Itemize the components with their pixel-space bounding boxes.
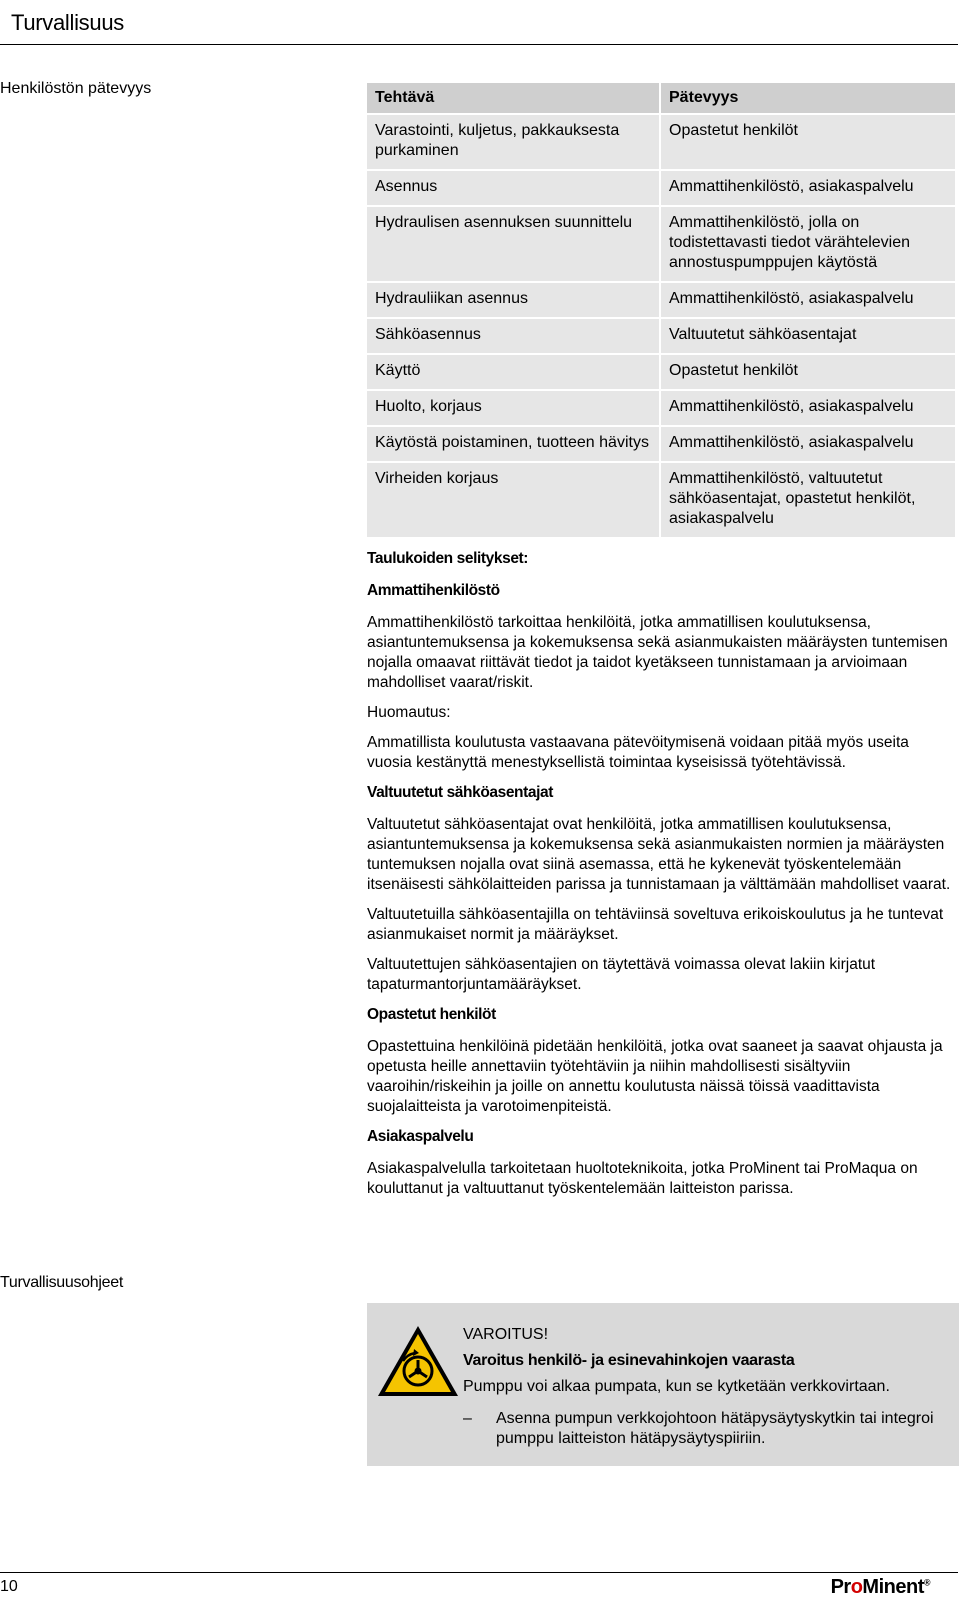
footer-divider <box>0 1572 958 1573</box>
legend-title: Taulukoiden selitykset: <box>367 550 529 567</box>
page-title: Turvallisuus <box>11 10 124 35</box>
column-header-task: Tehtävä <box>367 83 659 113</box>
heading-professional-staff: Ammattihenkilöstö <box>367 582 500 599</box>
table-row <box>367 283 955 317</box>
table-cell-task: Huolto, korjaus <box>367 391 659 425</box>
heading-customer-service: Asiakaspalvelu <box>367 1128 474 1145</box>
warning-title: VAROITUS! <box>463 1326 549 1343</box>
table-row <box>367 207 955 281</box>
paragraph-electricians-1: Valtuutetut sähköasentajat ovat henkilöitä, jotka ammatillisen koulutuksensa, asiantuntemuksensa ja kokemuksensa sekä asianmukaisten normien ja määräysten tuntemuksen nojalla ovat siinä asemassa, että he kykenevät työskentelemään itsenäisesti sähkölaitteiden parissa ja tunnistamaan ja välttämään mahdolliset vaarat. <box>367 816 951 893</box>
column-header-competence: Pätevyys <box>661 83 955 113</box>
table-cell-competence: Ammattihenkilöstö, asiakaspalvelu <box>661 283 955 317</box>
automatic-start-warning-icon <box>375 1323 461 1399</box>
legend-section <box>367 549 957 1209</box>
note-label: Huomautus: <box>367 704 451 721</box>
table-row <box>367 171 955 205</box>
table-cell-competence: Valtuutetut sähköasentajat <box>661 319 955 353</box>
page-header <box>0 0 958 45</box>
warning-action-item <box>463 1409 953 1449</box>
paragraph-instructed-persons: Opastettuina henkilöinä pidetään henkilöitä, jotka ovat saaneet ja saavat ohjausta ja opetusta heille annettaviin työtehtäviin ja niihin mahdollisesti sisältyviin vaaroihin/riskeihin ja joille on annettu koulutusta näissä töissä vaadittavista suojalaitteista ja varotoimenpiteistä. <box>367 1038 943 1115</box>
table-cell-task: Käyttö <box>367 355 659 389</box>
table-cell-competence: Ammattihenkilöstö, valtuutetut sähköasentajat, opastetut henkilöt, asiakaspalvelu <box>661 463 955 537</box>
table-cell-task: Virheiden korjaus <box>367 463 659 537</box>
page-number: 10 <box>0 1578 18 1595</box>
table-cell-competence: Ammattihenkilöstö, asiakaspalvelu <box>661 391 955 425</box>
table-row <box>367 115 955 169</box>
dash-bullet: – <box>463 1410 472 1427</box>
table-cell-task: Käytöstä poistaminen, tuotteen hävitys <box>367 427 659 461</box>
table-cell-task: Sähköasennus <box>367 319 659 353</box>
heading-authorised-electricians: Valtuutetut sähköasentajat <box>367 784 553 801</box>
table-cell-competence: Opastetut henkilöt <box>661 115 955 169</box>
table-cell-task: Hydraulisen asennuksen suunnittelu <box>367 207 659 281</box>
competence-table <box>365 81 957 539</box>
warning-box <box>367 1303 959 1466</box>
paragraph-customer-service: Asiakaspalvelulla tarkoitetaan huoltoteknikoita, jotka ProMinent tai ProMaqua on kouluttanut ja valtuuttanut työskentelemään laitteiston parissa. <box>367 1160 918 1197</box>
warning-action-text: Asenna pumpun verkkojohtoon hätäpysäytyskytkin tai integroi pumppu laitteiston hätäpysäytyspiiriin. <box>496 1410 934 1447</box>
warning-body: Pumppu voi alkaa pumpata, kun se kytketään verkkovirtaan. <box>463 1378 890 1395</box>
table-cell-competence: Ammattihenkilöstö, asiakaspalvelu <box>661 171 955 205</box>
table-row <box>367 355 955 389</box>
table-header-row <box>367 83 955 113</box>
paragraph-electricians-3: Valtuutettujen sähköasentajien on täytettävä voimassa olevat lakiin kirjatut tapaturmantorjuntamääräykset. <box>367 956 876 993</box>
safety-section-label: Turvallisuusohjeet <box>0 1274 123 1291</box>
competence-section-label: Henkilöstön pätevyys <box>0 80 152 97</box>
table-row <box>367 391 955 425</box>
table-cell-task: Asennus <box>367 171 659 205</box>
paragraph-professional-staff: Ammattihenkilöstö tarkoittaa henkilöitä, jotka ammatillisen koulutuksensa, asiantuntemuksensa ja kokemuksensa sekä asianmukaisten määräysten tuntemisen nojalla omaavat riittävät tiedot ja taidot kyetäkseen tunnistamaan ja arvioimaan mahdolliset vaarat/riskit. <box>367 614 948 691</box>
table-cell-task: Hydrauliikan asennus <box>367 283 659 317</box>
heading-instructed-persons: Opastetut henkilöt <box>367 1006 496 1023</box>
warning-content <box>463 1325 953 1449</box>
prominent-logo: ProMinent® <box>830 1576 930 1598</box>
paragraph-electricians-2: Valtuutetuilla sähköasentajilla on tehtäviinsä soveltuva erikoiskoulutus ja he tuntevat asianmukaiset normit ja määräykset. <box>367 906 944 943</box>
table-cell-competence: Ammattihenkilöstö, asiakaspalvelu <box>661 427 955 461</box>
table-cell-task: Varastointi, kuljetus, pakkauksesta purkaminen <box>367 115 659 169</box>
table-cell-competence: Opastetut henkilöt <box>661 355 955 389</box>
table-row <box>367 427 955 461</box>
warning-subtitle: Varoitus henkilö- ja esinevahinkojen vaarasta <box>463 1352 795 1369</box>
table-row <box>367 463 955 537</box>
table-row <box>367 319 955 353</box>
table-cell-competence: Ammattihenkilöstö, jolla on todistettavasti tiedot värähtelevien annostuspumppujen käytöstä <box>661 207 955 281</box>
paragraph-note: Ammatillista koulutusta vastaavana pätevöitymisenä voidaan pitää myös useita vuosia kestänyttä menestyksellistä toimintaa kyseisissä työtehtävissä. <box>367 734 909 771</box>
